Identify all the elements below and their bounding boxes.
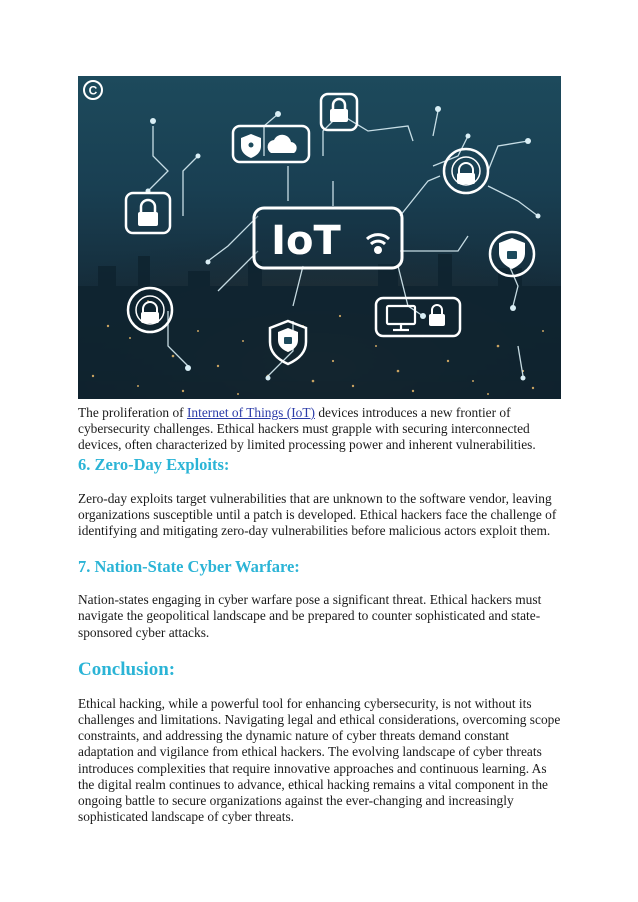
article-body bbox=[78, 405, 564, 825]
conclusion-paragraph: Ethical hacking, while a powerful tool for enhancing cybersecurity, is not without its challenges and limitations. Navigating legal and ethical considerations, overcoming scope constraints, and addressing the dynamic nature of cyber threats demand constant adaptation and vigilance from ethical hackers. The evolving landscape of cyber threats introduces complexities that require innovative approaches and continuous learning. As the digital realm continues to advance, ethical hacking remains a vital component in the ongoing battle to secure organizations against the ever-changing and increasingly sophisticated landscape of cyber threats. bbox=[78, 695, 561, 825]
svg-text:IoT: IoT bbox=[271, 218, 341, 264]
svg-text:C: C bbox=[88, 83, 98, 98]
heading-zero-day: 6. Zero-Day Exploits: bbox=[78, 454, 230, 474]
iot-link[interactable]: Internet of Things (IoT) bbox=[186, 405, 315, 420]
iot-label-box bbox=[254, 208, 402, 268]
paragraph-text: The proliferation of bbox=[78, 405, 187, 420]
paragraph-text: devices introduces a new frontier of cybersecurity challenges. Ethical hackers must grapple with securing interconnected devices, often characterized by limited processing power and inherent vulnerabilities. bbox=[78, 405, 536, 453]
nation-state-paragraph: Nation-states engaging in cyber warfare pose a significant threat. Ethical hackers must navigate the geopolitical landscape and be prepared to counter sophisticated and state-sponsored cyber attacks. bbox=[78, 592, 542, 640]
heading-nation-state: 7. Nation-State Cyber Warfare: bbox=[78, 557, 300, 577]
iot-paragraph bbox=[78, 405, 564, 454]
heading-conclusion: Conclusion: bbox=[78, 658, 176, 680]
zero-day-paragraph: Zero-day exploits target vulnerabilities that are unknown to the software vendor, leaving organizations susceptible until a patch is developed. Ethical hackers face the challenge of identifying and mitigating zero-day vulnerabilities before malicious actors exploit them. bbox=[78, 490, 557, 539]
iot-hero-image bbox=[78, 76, 561, 399]
